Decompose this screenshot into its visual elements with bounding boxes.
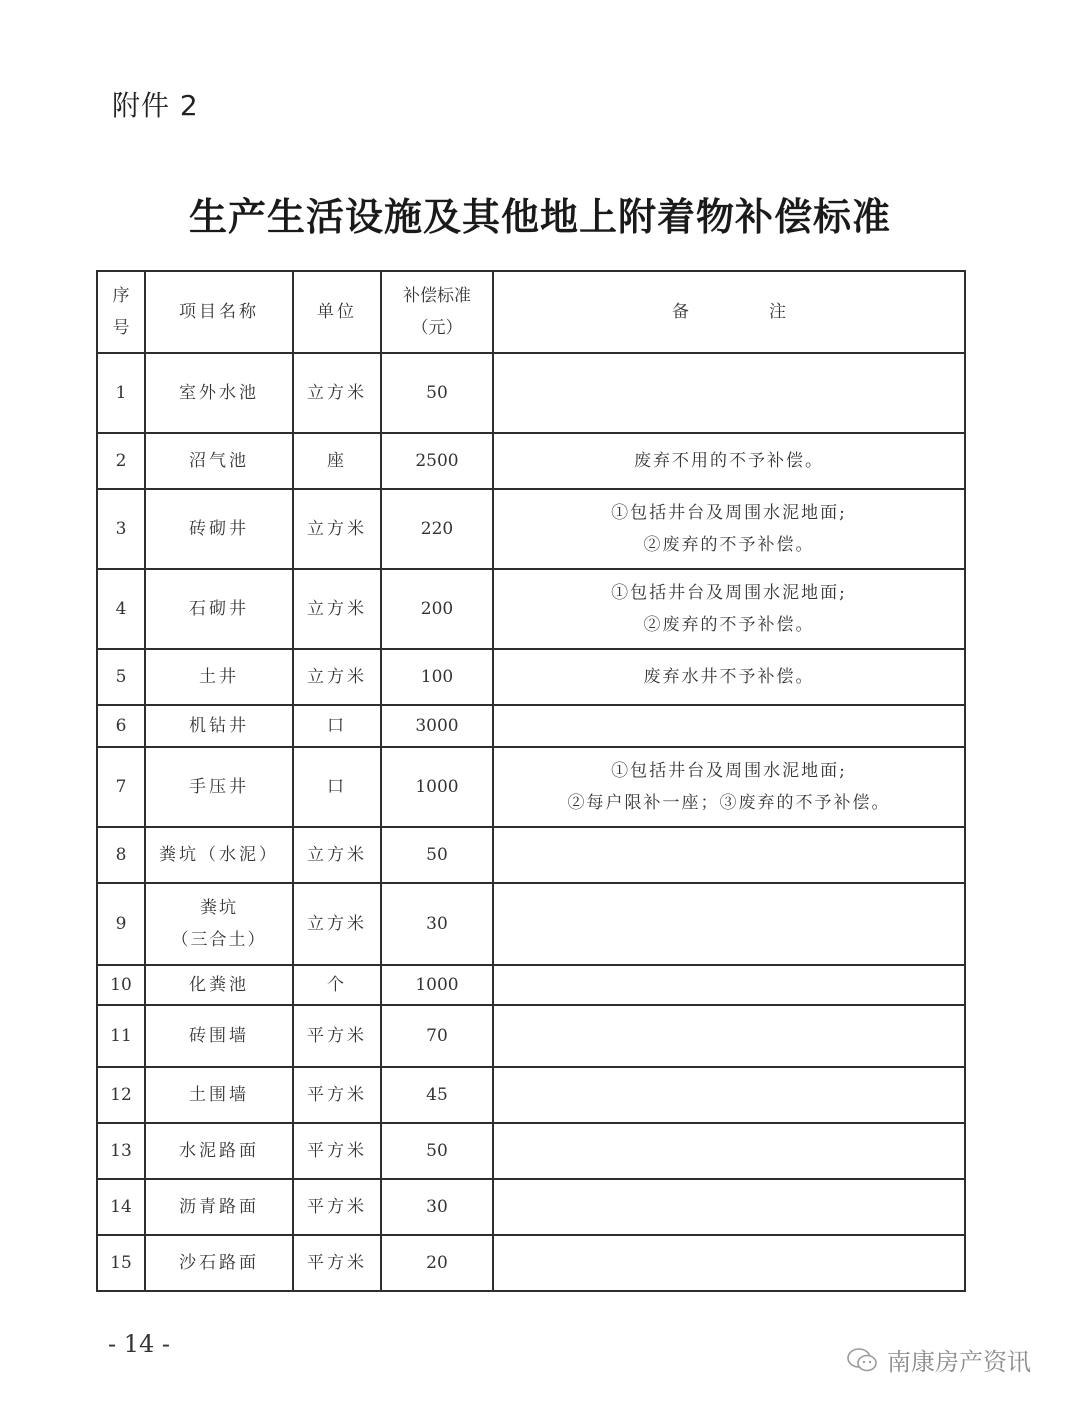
item-unit: 口 [293, 747, 381, 827]
remark-line: ①包括井台及周围水泥地面; [611, 502, 847, 523]
remark-line: ①包括井台及周围水泥地面; [611, 582, 847, 603]
attachment-label: 附件 2 [112, 89, 199, 122]
header-price-line1: 补偿标准 [403, 285, 471, 306]
item-price: 1000 [381, 965, 493, 1005]
item-price: 30 [381, 883, 493, 965]
remark-line: 废弃水井不予补偿。 [643, 666, 815, 687]
header-unit: 单位 [293, 271, 381, 353]
item-name-line1: 粪坑 [200, 897, 238, 918]
item-name: 机钻井 [145, 705, 293, 747]
item-unit: 立方米 [293, 883, 381, 965]
item-no: 6 [97, 705, 145, 747]
item-remarks [493, 1067, 965, 1123]
item-price: 70 [381, 1005, 493, 1067]
item-remarks [493, 433, 965, 489]
item-name: 化粪池 [145, 965, 293, 1005]
item-price: 30 [381, 1179, 493, 1235]
item-unit: 立方米 [293, 649, 381, 705]
item-unit: 平方米 [293, 1005, 381, 1067]
item-price: 2500 [381, 433, 493, 489]
item-name: 粪坑（水泥） [145, 827, 293, 883]
table-row [97, 1235, 965, 1291]
item-price: 100 [381, 649, 493, 705]
item-price: 1000 [381, 747, 493, 827]
item-unit: 立方米 [293, 827, 381, 883]
table-row [97, 353, 965, 433]
item-remarks [493, 353, 965, 433]
item-remarks [493, 747, 965, 827]
item-no: 4 [97, 569, 145, 649]
item-price: 50 [381, 353, 493, 433]
item-unit: 立方米 [293, 353, 381, 433]
item-name: 砖围墙 [145, 1005, 293, 1067]
item-unit: 平方米 [293, 1179, 381, 1235]
item-remarks [493, 965, 965, 1005]
item-no: 1 [97, 353, 145, 433]
item-name: 石砌井 [145, 569, 293, 649]
table-row [97, 1067, 965, 1123]
item-no: 15 [97, 1235, 145, 1291]
item-remarks [493, 489, 965, 569]
item-price: 20 [381, 1235, 493, 1291]
item-price: 45 [381, 1067, 493, 1123]
item-no: 13 [97, 1123, 145, 1179]
item-no: 9 [97, 883, 145, 965]
item-name [145, 883, 293, 965]
compensation-table [96, 270, 966, 1292]
item-price: 220 [381, 489, 493, 569]
document-title: 生产生活设施及其他地上附着物补偿标准 [188, 194, 891, 239]
item-name: 土围墙 [145, 1067, 293, 1123]
item-unit: 平方米 [293, 1067, 381, 1123]
table-row [97, 433, 965, 489]
table-row [97, 649, 965, 705]
item-price: 3000 [381, 705, 493, 747]
table-row [97, 1123, 965, 1179]
page-number: - 14 - [108, 1330, 171, 1358]
item-no: 3 [97, 489, 145, 569]
item-name: 室外水池 [145, 353, 293, 433]
item-name: 水泥路面 [145, 1123, 293, 1179]
item-remarks [493, 1179, 965, 1235]
header-no-line2: 号 [112, 318, 130, 338]
item-unit: 个 [293, 965, 381, 1005]
item-name: 沼气池 [145, 433, 293, 489]
header-remarks: 备注 [493, 271, 965, 353]
item-no: 10 [97, 965, 145, 1005]
item-name-line2: （三合土） [171, 930, 267, 950]
item-remarks [493, 649, 965, 705]
header-name: 项目名称 [145, 271, 293, 353]
item-no: 8 [97, 827, 145, 883]
item-no: 5 [97, 649, 145, 705]
table-row [97, 1179, 965, 1235]
table-row [97, 827, 965, 883]
item-remarks [493, 883, 965, 965]
remark-line: ①包括井台及周围水泥地面; [611, 760, 847, 781]
item-no: 12 [97, 1067, 145, 1123]
table-row [97, 883, 965, 965]
item-remarks [493, 827, 965, 883]
item-unit: 口 [293, 705, 381, 747]
item-remarks [493, 1235, 965, 1291]
item-remarks [493, 569, 965, 649]
item-name: 沥青路面 [145, 1179, 293, 1235]
header-price-line2: （元） [411, 318, 463, 338]
item-unit: 立方米 [293, 569, 381, 649]
item-price: 50 [381, 1123, 493, 1179]
header-no-line1: 序 [112, 285, 130, 306]
item-unit: 平方米 [293, 1123, 381, 1179]
item-name: 沙石路面 [145, 1235, 293, 1291]
item-no: 2 [97, 433, 145, 489]
item-no: 7 [97, 747, 145, 827]
table-row [97, 489, 965, 569]
item-no: 11 [97, 1005, 145, 1067]
item-price: 200 [381, 569, 493, 649]
item-price: 50 [381, 827, 493, 883]
item-remarks [493, 705, 965, 747]
table-header-row [97, 271, 965, 353]
item-name: 土井 [145, 649, 293, 705]
table-row [97, 965, 965, 1005]
remark-line: ②废弃的不予补偿。 [643, 535, 815, 555]
table-row [97, 569, 965, 649]
item-no: 14 [97, 1179, 145, 1235]
watermark [845, 1342, 1031, 1377]
item-unit: 立方米 [293, 489, 381, 569]
header-no [97, 271, 145, 353]
item-remarks [493, 1123, 965, 1179]
header-price [381, 271, 493, 353]
wechat-icon [845, 1346, 881, 1374]
remark-line: 废弃不用的不予补偿。 [634, 450, 824, 471]
table-row [97, 1005, 965, 1067]
watermark-text: 南康房产资讯 [887, 1348, 1031, 1376]
item-name: 砖砌井 [145, 489, 293, 569]
item-unit: 座 [293, 433, 381, 489]
table-row [97, 747, 965, 827]
table-row [97, 705, 965, 747]
item-unit: 平方米 [293, 1235, 381, 1291]
remark-line: ②每户限补一座；③废弃的不予补偿。 [567, 793, 891, 813]
item-name: 手压井 [145, 747, 293, 827]
item-remarks [493, 1005, 965, 1067]
remark-line: ②废弃的不予补偿。 [643, 615, 815, 635]
